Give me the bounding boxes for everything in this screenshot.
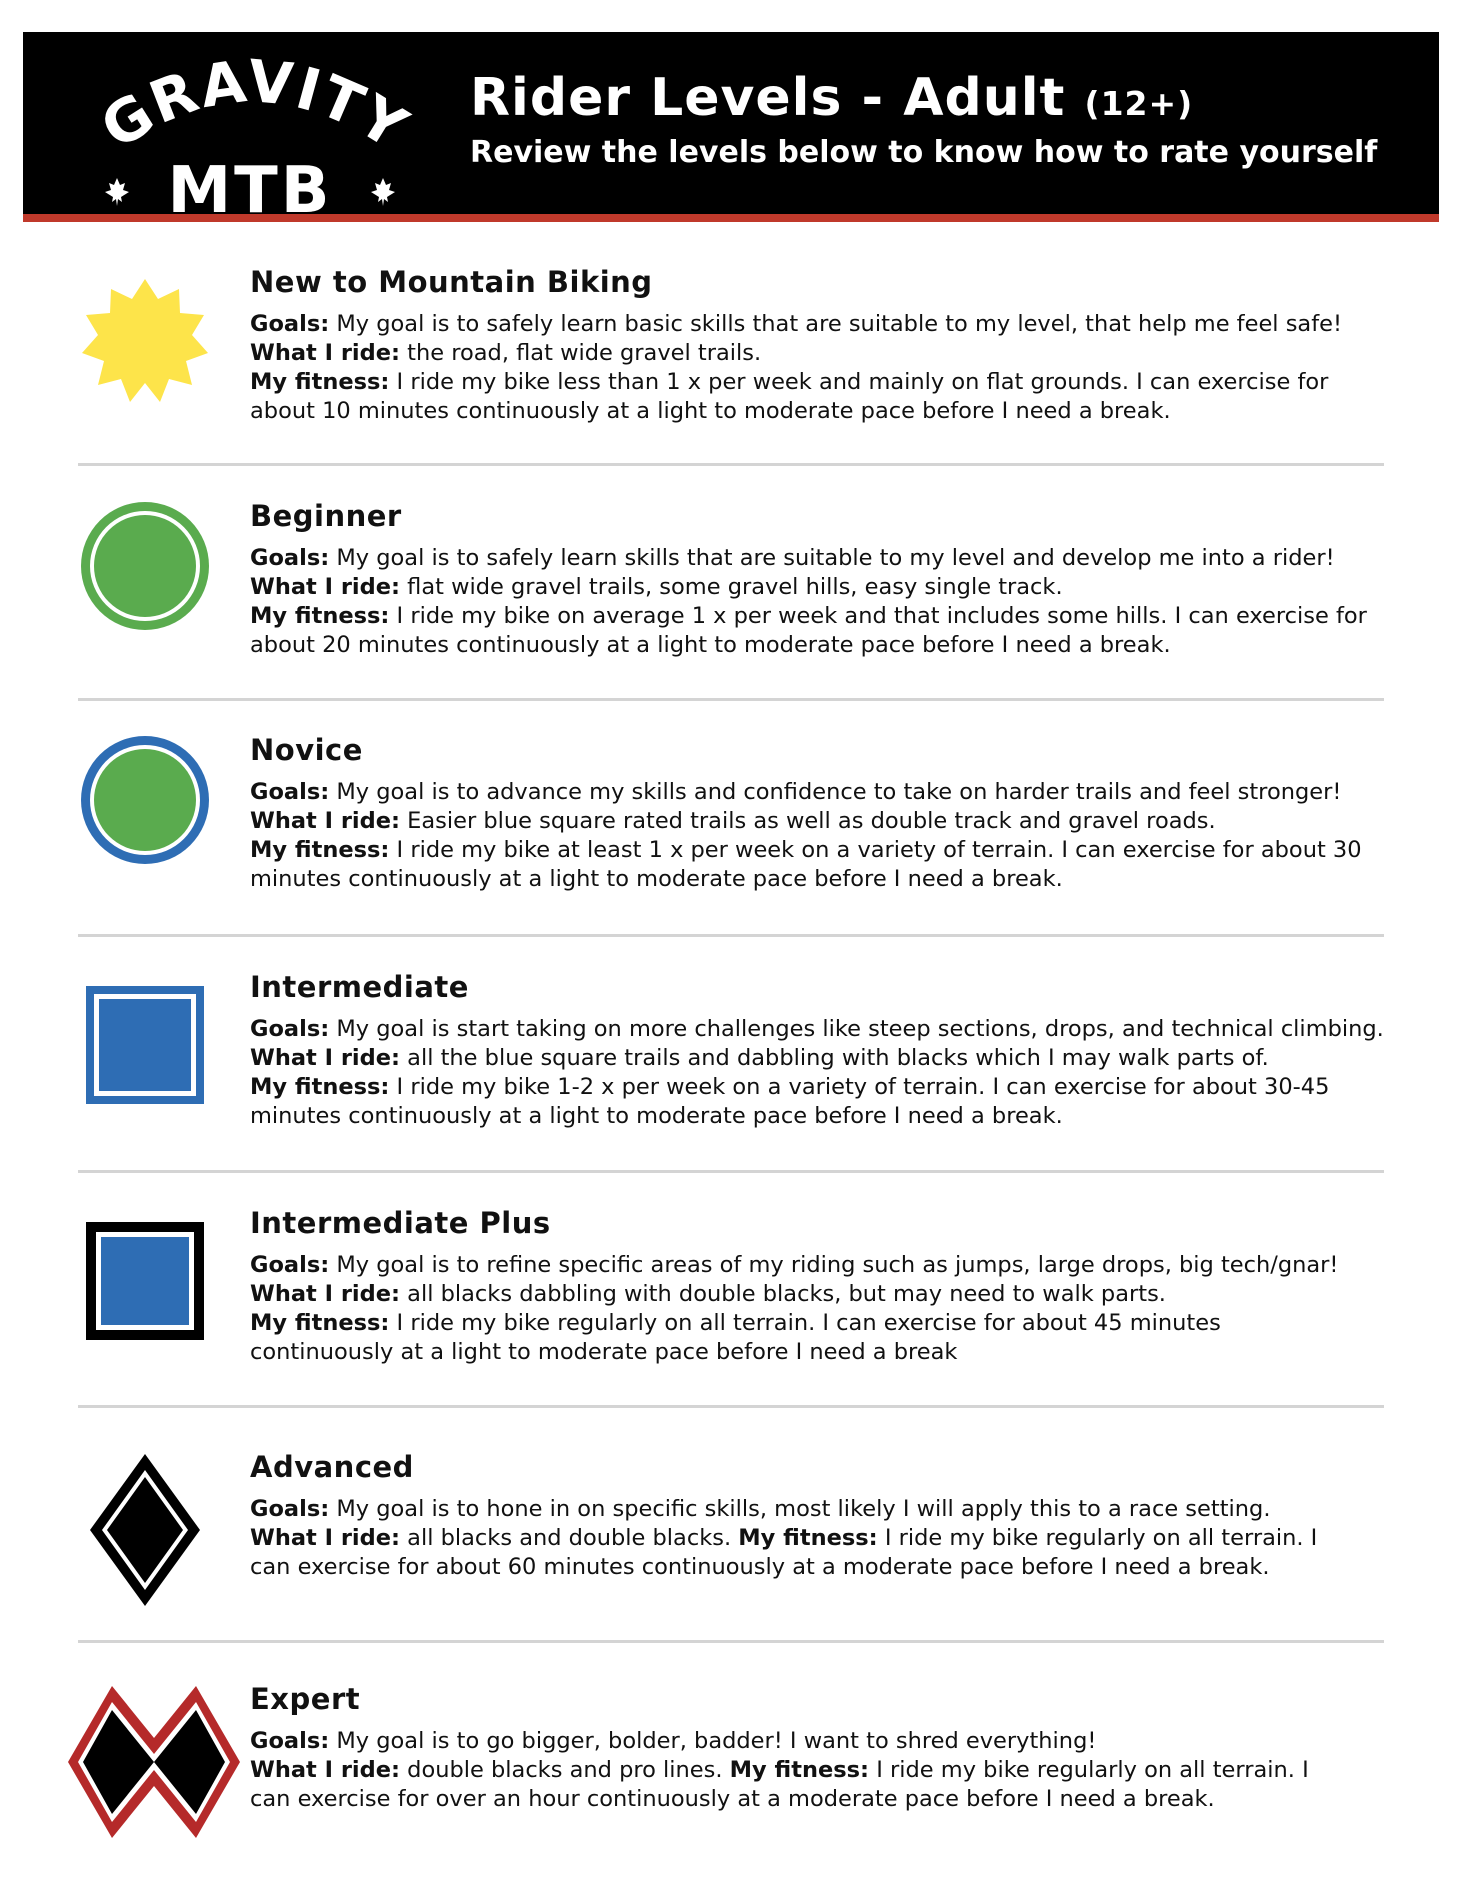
- divider: [78, 1170, 1384, 1173]
- divider: [78, 934, 1384, 937]
- age-badge: (12+): [1084, 84, 1194, 123]
- double-black-diamond-icon: [64, 1682, 244, 1842]
- divider: [78, 1640, 1384, 1643]
- divider: [78, 698, 1384, 701]
- black-diamond-icon: [78, 1450, 212, 1610]
- ride-line: What I ride: all the blue square trails and dabbling with blacks which I may walk parts of.: [250, 1044, 1269, 1071]
- maple-leaf-icon: [371, 178, 395, 206]
- goals-line: Goals: My goal is to refine specific areas of my riding such as jumps, large drops, big tech/gnar!: [250, 1251, 1339, 1278]
- page-subtitle: Review the levels below to know how to rate yourself: [470, 135, 1378, 171]
- ride-line: What I ride: all blacks dabbling with double blacks, but may need to walk parts.: [250, 1280, 1166, 1307]
- level-title: Expert: [250, 1682, 361, 1716]
- fitness-line: My fitness: I ride my bike on average 1 x per week and that includes some hills. I can exercise for: [250, 602, 1367, 629]
- fitness-line: My fitness: I ride my bike less than 1 x per week and mainly on flat grounds. I can exercise for: [250, 368, 1329, 395]
- goals-line: Goals: My goal is to hone in on specific skills, most likely I will apply this to a race setting.: [250, 1495, 1271, 1522]
- fitness-line: My fitness: I ride my bike at least 1 x per week on a variety of terrain. I can exercise for about 30: [250, 836, 1362, 863]
- divider: [78, 463, 1384, 466]
- fitness-line-cont: about 20 minutes continuously at a light to moderate pace before I need a break.: [250, 631, 1171, 658]
- green-circle-icon: [78, 499, 212, 633]
- goals-line: Goals: My goal is start taking on more challenges like steep sections, drops, and technical climbing.: [250, 1015, 1384, 1042]
- logo-top-text: GRAVITY: [89, 52, 420, 164]
- blue-black-square-icon: [78, 1214, 212, 1348]
- level-title: Novice: [250, 733, 363, 767]
- fitness-line-cont: minutes continuously at a light to moderate pace before I need a break.: [250, 1102, 1063, 1129]
- ride-line: What I ride: Easier blue square rated trails as well as double track and gravel roads.: [250, 807, 1216, 834]
- level-title: Beginner: [250, 499, 402, 533]
- fitness-line-cont: continuously at a light to moderate pace before I need a break: [250, 1338, 958, 1365]
- fitness-line-cont: minutes continuously at a light to moderate pace before I need a break.: [250, 865, 1063, 892]
- ride-line: What I ride: all blacks and double blacks. My fitness: I ride my bike regularly on all terrain. I: [250, 1524, 1318, 1551]
- goals-line: Goals: My goal is to go bigger, bolder, badder! I want to shred everything!: [250, 1727, 1097, 1754]
- goals-line: Goals: My goal is to advance my skills and confidence to take on harder trails and feel stronger!: [250, 778, 1342, 805]
- blue-square-icon: [78, 978, 212, 1112]
- page-title: Rider Levels - Adult (12+): [470, 68, 1194, 128]
- level-title: New to Mountain Biking: [250, 265, 653, 299]
- header-banner: [23, 32, 1439, 222]
- ride-line: What I ride: the road, flat wide gravel trails.: [250, 339, 762, 366]
- level-title: Intermediate: [250, 970, 469, 1004]
- fitness-line: My fitness: I ride my bike 1-2 x per week on a variety of terrain. I can exercise for about 30-45: [250, 1073, 1330, 1100]
- goals-line: Goals: My goal is to safely learn skills that are suitable to my level and develop me into a rider!: [250, 544, 1335, 571]
- fitness-line-cont: can exercise for over an hour continuously at a moderate pace before I need a break.: [250, 1785, 1215, 1812]
- yellow-starburst-icon: [78, 275, 212, 409]
- ride-line: What I ride: flat wide gravel trails, some gravel hills, easy single track.: [250, 573, 1063, 600]
- fitness-line: My fitness: I ride my bike regularly on all terrain. I can exercise for about 45 minutes: [250, 1309, 1221, 1336]
- green-blue-circle-icon: [78, 733, 212, 867]
- fitness-line-cont: about 10 minutes continuously at a light to moderate pace before I need a break.: [250, 397, 1171, 424]
- maple-leaf-icon: [105, 178, 129, 206]
- divider: [78, 1405, 1384, 1408]
- level-title: Advanced: [250, 1450, 414, 1484]
- ride-line: What I ride: double blacks and pro lines. My fitness: I ride my bike regularly on all terrain. I: [250, 1756, 1309, 1783]
- fitness-line-cont: can exercise for about 60 minutes continuously at a moderate pace before I need a break.: [250, 1553, 1270, 1580]
- level-title: Intermediate Plus: [250, 1206, 551, 1240]
- logo-bottom-text: MTB: [167, 154, 333, 222]
- goals-line: Goals: My goal is to safely learn basic skills that are suitable to my level, that help me feel safe!: [250, 310, 1342, 337]
- gravity-mtb-logo: [75, 52, 425, 222]
